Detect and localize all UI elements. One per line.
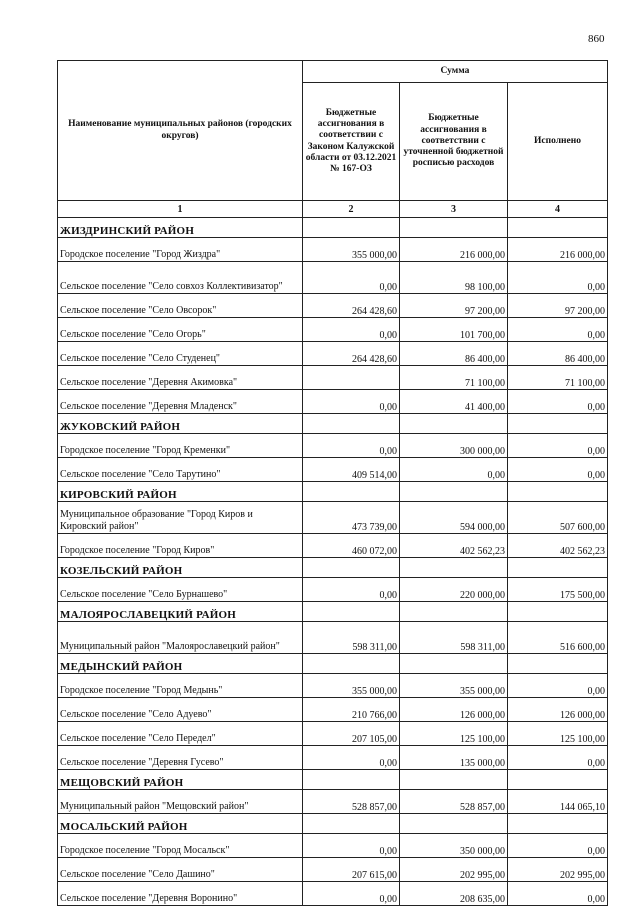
column-number: 1: [58, 201, 303, 218]
empty-cell: [508, 414, 608, 434]
revised-amount: 126 000,00: [400, 698, 508, 722]
municipality-name: Сельское поселение "Деревня Акимовка": [58, 366, 303, 390]
empty-cell: [400, 482, 508, 502]
executed-amount: 86 400,00: [508, 342, 608, 366]
table-row: [58, 238, 608, 262]
law-amount: 207 615,00: [303, 858, 400, 882]
table-row: [58, 294, 608, 318]
revised-amount: 86 400,00: [400, 342, 508, 366]
revised-amount: 208 635,00: [400, 882, 508, 906]
header-name-column: Наименование муниципальных районов (городских округов): [58, 61, 303, 201]
district-row: [58, 218, 608, 238]
empty-cell: [508, 654, 608, 674]
executed-amount: 0,00: [508, 746, 608, 770]
municipality-name: Муниципальный район "Мещовский район": [58, 790, 303, 814]
empty-cell: [400, 558, 508, 578]
law-amount: 528 857,00: [303, 790, 400, 814]
revised-amount: 101 700,00: [400, 318, 508, 342]
law-amount: 0,00: [303, 262, 400, 294]
header-law-appropriations: Бюджетные ассигнования в соответствии с Законом Калужской области от 03.12.2021 № 167-ОЗ: [303, 83, 400, 201]
executed-amount: 202 995,00: [508, 858, 608, 882]
empty-cell: [400, 814, 508, 834]
law-amount: 473 739,00: [303, 502, 400, 534]
table-row: [58, 534, 608, 558]
district-row: [58, 558, 608, 578]
municipality-name: Сельское поселение "Деревня Воронино": [58, 882, 303, 906]
empty-cell: [303, 770, 400, 790]
district-name: ЖИЗДРИНСКИЙ РАЙОН: [58, 218, 303, 238]
revised-amount: 135 000,00: [400, 746, 508, 770]
table-row: [58, 622, 608, 654]
executed-amount: 126 000,00: [508, 698, 608, 722]
empty-cell: [400, 414, 508, 434]
table-row: [58, 698, 608, 722]
table-row: [58, 722, 608, 746]
executed-amount: 144 065,10: [508, 790, 608, 814]
empty-cell: [400, 602, 508, 622]
header-revised-appropriations: Бюджетные ассигнования в соответствии с уточненной бюджетной росписью расходов: [400, 83, 508, 201]
column-number: 2: [303, 201, 400, 218]
executed-amount: 125 100,00: [508, 722, 608, 746]
revised-amount: 300 000,00: [400, 434, 508, 458]
district-name: ЖУКОВСКИЙ РАЙОН: [58, 414, 303, 434]
district-row: [58, 482, 608, 502]
municipality-name: Городское поселение "Город Кременки": [58, 434, 303, 458]
column-number: 4: [508, 201, 608, 218]
district-row: [58, 414, 608, 434]
executed-amount: 0,00: [508, 434, 608, 458]
executed-amount: 71 100,00: [508, 366, 608, 390]
municipality-name: Сельское поселение "Село Адуево": [58, 698, 303, 722]
executed-amount: 516 600,00: [508, 622, 608, 654]
law-amount: 0,00: [303, 434, 400, 458]
district-row: [58, 770, 608, 790]
executed-amount: 0,00: [508, 882, 608, 906]
law-amount: 409 514,00: [303, 458, 400, 482]
table-row: [58, 390, 608, 414]
law-amount: 0,00: [303, 318, 400, 342]
table-row: [58, 502, 608, 534]
empty-cell: [508, 482, 608, 502]
revised-amount: 528 857,00: [400, 790, 508, 814]
empty-cell: [303, 814, 400, 834]
municipality-name: Городское поселение "Город Мосальск": [58, 834, 303, 858]
appropriations-table: [57, 60, 608, 906]
municipality-name: Городское поселение "Город Киров": [58, 534, 303, 558]
municipality-name: Городское поселение "Город Медынь": [58, 674, 303, 698]
revised-amount: 0,00: [400, 458, 508, 482]
law-amount: 0,00: [303, 578, 400, 602]
revised-amount: 350 000,00: [400, 834, 508, 858]
table-row: [58, 674, 608, 698]
table-row: [58, 790, 608, 814]
municipality-name: Сельское поселение "Село совхоз Коллективизатор": [58, 262, 303, 294]
table-row: [58, 746, 608, 770]
table-body: [58, 218, 608, 906]
law-amount: 0,00: [303, 834, 400, 858]
municipality-name: Сельское поселение "Село Огорь": [58, 318, 303, 342]
page-number: 860: [588, 33, 605, 45]
municipality-name: Сельское поселение "Село Дашино": [58, 858, 303, 882]
revised-amount: 41 400,00: [400, 390, 508, 414]
municipality-name: Сельское поселение "Село Бурнашево": [58, 578, 303, 602]
municipality-name: Муниципальное образование "Город Киров и Кировский район": [58, 502, 303, 534]
table-row: [58, 318, 608, 342]
executed-amount: 175 500,00: [508, 578, 608, 602]
revised-amount: 125 100,00: [400, 722, 508, 746]
municipality-name: Городское поселение "Город Жиздра": [58, 238, 303, 262]
table-row: [58, 458, 608, 482]
executed-amount: 216 000,00: [508, 238, 608, 262]
revised-amount: 97 200,00: [400, 294, 508, 318]
table-row: [58, 434, 608, 458]
municipality-name: Сельское поселение "Деревня Гусево": [58, 746, 303, 770]
executed-amount: 0,00: [508, 674, 608, 698]
empty-cell: [303, 218, 400, 238]
law-amount: 460 072,00: [303, 534, 400, 558]
law-amount: 355 000,00: [303, 238, 400, 262]
empty-cell: [303, 414, 400, 434]
table-row: [58, 342, 608, 366]
district-name: МАЛОЯРОСЛАВЕЦКИЙ РАЙОН: [58, 602, 303, 622]
district-name: КИРОВСКИЙ РАЙОН: [58, 482, 303, 502]
empty-cell: [508, 558, 608, 578]
empty-cell: [508, 770, 608, 790]
executed-amount: 402 562,23: [508, 534, 608, 558]
executed-amount: 0,00: [508, 834, 608, 858]
district-row: [58, 814, 608, 834]
empty-cell: [303, 602, 400, 622]
executed-amount: 0,00: [508, 318, 608, 342]
law-amount: 0,00: [303, 390, 400, 414]
executed-amount: 0,00: [508, 262, 608, 294]
district-name: МОСАЛЬСКИЙ РАЙОН: [58, 814, 303, 834]
empty-cell: [303, 558, 400, 578]
empty-cell: [508, 602, 608, 622]
municipality-name: Сельское поселение "Село Тарутино": [58, 458, 303, 482]
municipality-name: Сельское поселение "Село Студенец": [58, 342, 303, 366]
municipality-name: Сельское поселение "Село Передел": [58, 722, 303, 746]
empty-cell: [400, 770, 508, 790]
law-amount: 210 766,00: [303, 698, 400, 722]
law-amount: 264 428,60: [303, 294, 400, 318]
revised-amount: 598 311,00: [400, 622, 508, 654]
municipality-name: Сельское поселение "Село Овсорок": [58, 294, 303, 318]
law-amount: 0,00: [303, 746, 400, 770]
table-row: [58, 578, 608, 602]
revised-amount: 355 000,00: [400, 674, 508, 698]
law-amount: 355 000,00: [303, 674, 400, 698]
revised-amount: 98 100,00: [400, 262, 508, 294]
header-sum: Сумма: [303, 61, 608, 83]
empty-cell: [400, 654, 508, 674]
revised-amount: 402 562,23: [400, 534, 508, 558]
law-amount: 0,00: [303, 882, 400, 906]
revised-amount: 594 000,00: [400, 502, 508, 534]
district-row: [58, 654, 608, 674]
column-number: 3: [400, 201, 508, 218]
revised-amount: 202 995,00: [400, 858, 508, 882]
empty-cell: [303, 482, 400, 502]
law-amount: [303, 366, 400, 390]
executed-amount: 507 600,00: [508, 502, 608, 534]
law-amount: 598 311,00: [303, 622, 400, 654]
table-row: [58, 262, 608, 294]
empty-cell: [508, 218, 608, 238]
empty-cell: [303, 654, 400, 674]
revised-amount: 71 100,00: [400, 366, 508, 390]
district-name: КОЗЕЛЬСКИЙ РАЙОН: [58, 558, 303, 578]
empty-cell: [508, 814, 608, 834]
law-amount: 207 105,00: [303, 722, 400, 746]
table-row: [58, 366, 608, 390]
executed-amount: 0,00: [508, 390, 608, 414]
municipality-name: Сельское поселение "Деревня Младенск": [58, 390, 303, 414]
executed-amount: 97 200,00: [508, 294, 608, 318]
district-name: МЕЩОВСКИЙ РАЙОН: [58, 770, 303, 790]
district-row: [58, 602, 608, 622]
district-name: МЕДЫНСКИЙ РАЙОН: [58, 654, 303, 674]
table-row: [58, 882, 608, 906]
law-amount: 264 428,60: [303, 342, 400, 366]
executed-amount: 0,00: [508, 458, 608, 482]
header-executed: Исполнено: [508, 83, 608, 201]
revised-amount: 216 000,00: [400, 238, 508, 262]
revised-amount: 220 000,00: [400, 578, 508, 602]
municipality-name: Муниципальный район "Малоярославецкий район": [58, 622, 303, 654]
table-row: [58, 834, 608, 858]
empty-cell: [400, 218, 508, 238]
table-row: [58, 858, 608, 882]
